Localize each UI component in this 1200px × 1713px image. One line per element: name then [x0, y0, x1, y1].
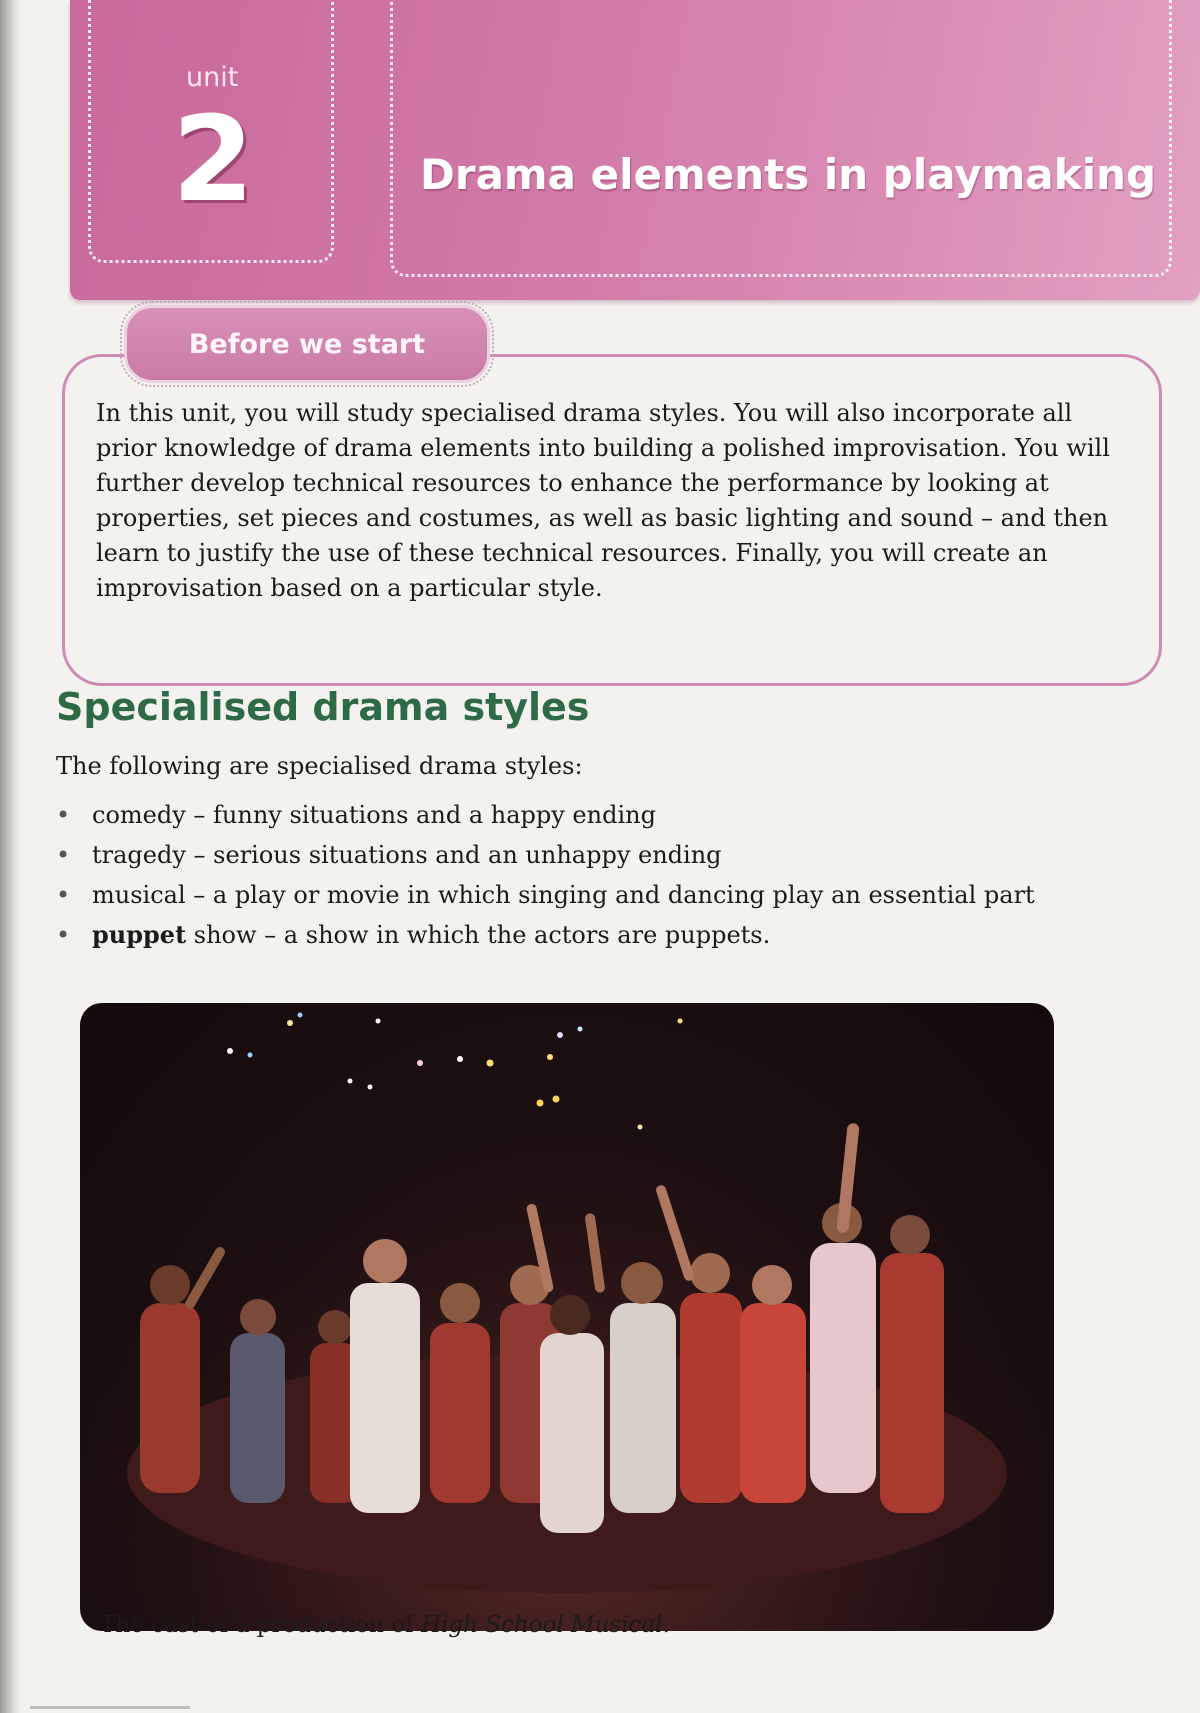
- style-description: – serious situations and an unhappy ending: [185, 841, 722, 869]
- style-description: show – a show in which the actors are puppets.: [186, 921, 771, 949]
- style-description: – funny situations and a happy ending: [185, 801, 656, 829]
- unit-number: 2: [172, 90, 255, 228]
- drama-styles-list: [56, 795, 1176, 955]
- list-intro: The following are specialised drama styles:: [56, 752, 583, 780]
- list-item: [56, 835, 1176, 875]
- caption-prefix: The cast of a production of: [100, 1612, 421, 1638]
- before-we-start-label: Before we start: [188, 328, 426, 360]
- caption-suffix: .: [662, 1612, 670, 1638]
- before-we-start-tab: [124, 305, 490, 383]
- unit-title-frame: [390, 0, 1172, 277]
- style-term: musical: [92, 881, 186, 909]
- unit-title: Drama elements in playmaking: [420, 150, 1157, 199]
- list-item: [56, 915, 1176, 955]
- style-term: puppet: [92, 920, 187, 949]
- photo-caption: [100, 1612, 670, 1638]
- list-item: [56, 795, 1176, 835]
- style-term: tragedy: [92, 841, 186, 869]
- caption-title: High School Musical: [420, 1612, 663, 1638]
- unit-label: unit: [186, 62, 239, 93]
- style-term: comedy: [92, 801, 186, 829]
- style-description: – a play or movie in which singing and dancing play an essential part: [185, 881, 1035, 909]
- page-gutter-shadow: [0, 0, 22, 1713]
- footer-rule: [30, 1706, 190, 1709]
- musical-cast-photo: [80, 1003, 1054, 1631]
- section-heading: Specialised drama styles: [56, 685, 590, 729]
- intro-paragraph: In this unit, you will study specialised drama styles. You will also incorporate all prior knowledge of drama elements into building a polished improvisation. You will further develop technical resources to enhance the performance by looking at properties, set pieces and costumes, as well as basic lighting and sound – and then learn to justify the use of these technical resources. Finally, you will create an improvisation based on a particular style.: [96, 399, 1110, 602]
- list-item: [56, 875, 1176, 915]
